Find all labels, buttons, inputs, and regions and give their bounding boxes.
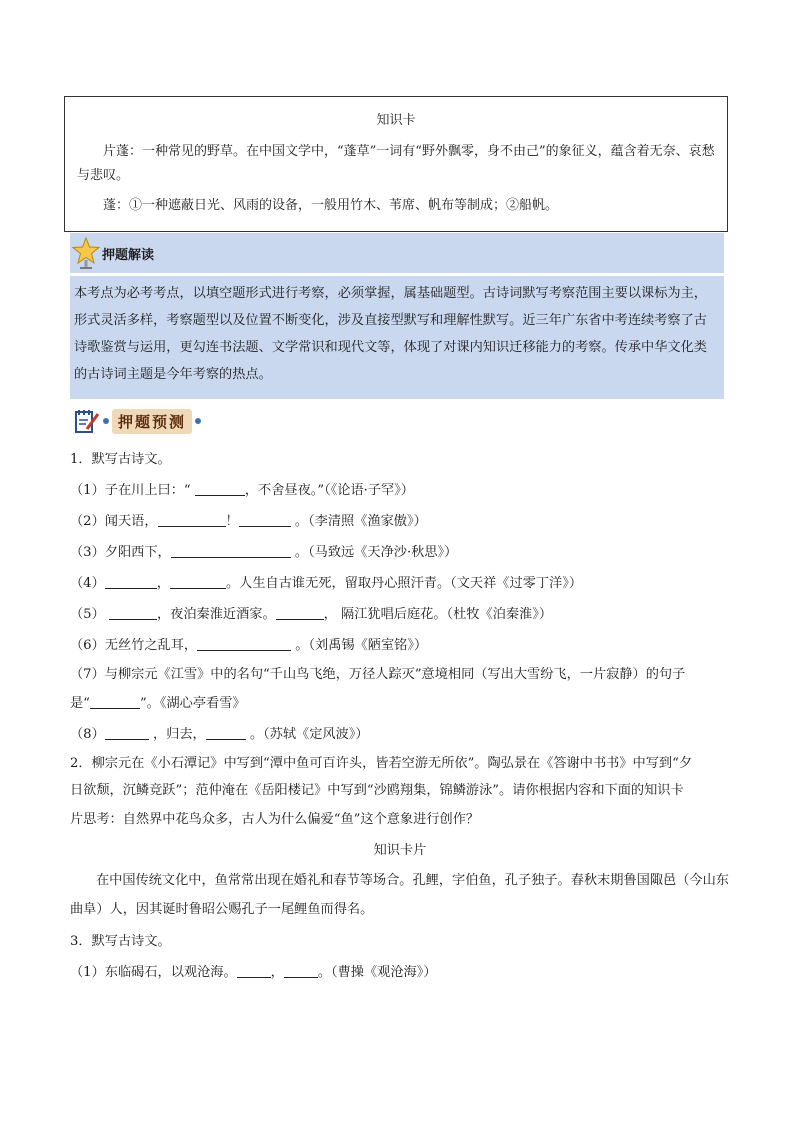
answer-blank[interactable] — [105, 725, 149, 740]
bullet-dot — [103, 418, 109, 424]
answer-blank[interactable] — [284, 963, 318, 978]
answer-blank[interactable] — [237, 963, 271, 978]
q2-line-3: 片思考：自然界中花鸟众多，古人为什么偏爱“鱼”这个意象进行创作？ — [70, 812, 480, 827]
q1-item-7-line-1: （7）与柳宗元《江雪》中的名句“千山鸟飞绝，万径人踪灭”意境相同（写出大雪纷飞，一片寂静）的句子 — [70, 667, 686, 682]
q1-item-6: （6）无丝竹之乱耳， 。（刘禹锡《陋室铭》） — [70, 638, 428, 653]
prediction-header — [74, 406, 204, 436]
q2-line-2: 日欲颓，沉鳞竞跃”；范仲淹在《岳阳楼记》中写到“沙鸥翔集，锦鳞游泳”。请你根据内容和下面的知识卡 — [70, 783, 684, 798]
knowledge-card-paragraph-2: 蓬：①一种遮蔽日光、风雨的设备，一般用竹木、苇席、帆布等制成；②船帆。 — [103, 198, 559, 213]
q3-item-1: （1）东临碣石，以观沧海。 ， 。（曹操《观沧海》） — [70, 965, 437, 980]
knowledge-card-title: 知识卡 — [376, 113, 416, 128]
answer-blank[interactable] — [206, 725, 246, 740]
answer-blank[interactable] — [171, 543, 291, 558]
knowledge-card — [64, 96, 728, 232]
answer-blank[interactable] — [105, 574, 157, 589]
analysis-banner — [70, 233, 724, 273]
q1-item-1: （1）子在川上曰：“ ，不舍昼夜。”（《论语·子罕》） — [70, 483, 414, 498]
star-icon — [72, 236, 100, 270]
analysis-text: 本考点为必考考点，以填空题形式进行考察，必须掌握，属基础题型。古诗词默写考察范围主要以课标为主，形式灵活多样，考察题型以及位置不断变化，涉及直接型默写和理解性默写。近三年广东省中考连续考察了古诗歌鉴赏与运用，更勾连书法题、文学常识和现代文等，体现了对课内知识迁移能力的考察。传承中华文化类的古诗词主题是今年考察的热点。 — [70, 276, 724, 399]
banner-title: 押题解读 — [102, 247, 155, 263]
q2-card-title: 知识卡片 — [373, 843, 427, 858]
answer-blank[interactable] — [90, 694, 140, 709]
answer-blank[interactable] — [195, 481, 245, 496]
answer-blank[interactable] — [239, 512, 291, 527]
questions — [70, 444, 730, 988]
prediction-title: 押题预测 — [112, 409, 192, 434]
q1-item-3: （3）夕阳西下， 。（马致远《天净沙·秋思》） — [70, 545, 458, 560]
q1-item-5: （5） ，夜泊秦淮近酒家。 ， 隔江犹唱后庭花。（杜牧《泊秦淮》） — [70, 607, 553, 622]
answer-blank[interactable] — [170, 574, 226, 589]
q2-line-1: 2．柳宗元在《小石潭记》中写到“潭中鱼可百许头，皆若空游无所依”。陶弘景在《答谢中书书》中写到“夕 — [70, 756, 693, 771]
answer-blank[interactable] — [276, 605, 324, 620]
notepad-pen-icon — [74, 408, 100, 434]
q3-title: 3．默写古诗文。 — [70, 934, 171, 949]
q1-title: 1．默写古诗文。 — [70, 452, 171, 467]
answer-blank[interactable] — [158, 512, 226, 527]
bullet-dot — [195, 418, 201, 424]
q1-item-2: （2）闻天语， ！ 。（李清照《渔家傲》） — [70, 514, 427, 529]
answer-blank[interactable] — [109, 605, 157, 620]
answer-blank[interactable] — [197, 636, 291, 651]
knowledge-card-paragraph-1: 片蓬：一种常见的野草。在中国文学中，“蓬草”一词有“野外飘零，身不由己”的象征义，蕴含着无奈、哀愁与悲叹。 — [77, 144, 715, 183]
q2-card-text: 在中国传统文化中，鱼常常出现在婚礼和春节等场合。孔鲤，字伯鱼，孔子独子。春秋末期鲁国陬邑（今山东曲阜）人，因其诞时鲁昭公赐孔子一尾鲤鱼而得名。 — [70, 873, 729, 917]
q1-item-4: （4） ， 。人生自古谁无死，留取丹心照汗青。（文天祥《过零丁洋》） — [70, 576, 583, 591]
q1-item-7-line-2: 是“ ”。《湖心亭看雪》 — [70, 696, 246, 711]
q1-item-8: （8） ，归去， 。（苏轼《定风波》） — [70, 727, 369, 742]
